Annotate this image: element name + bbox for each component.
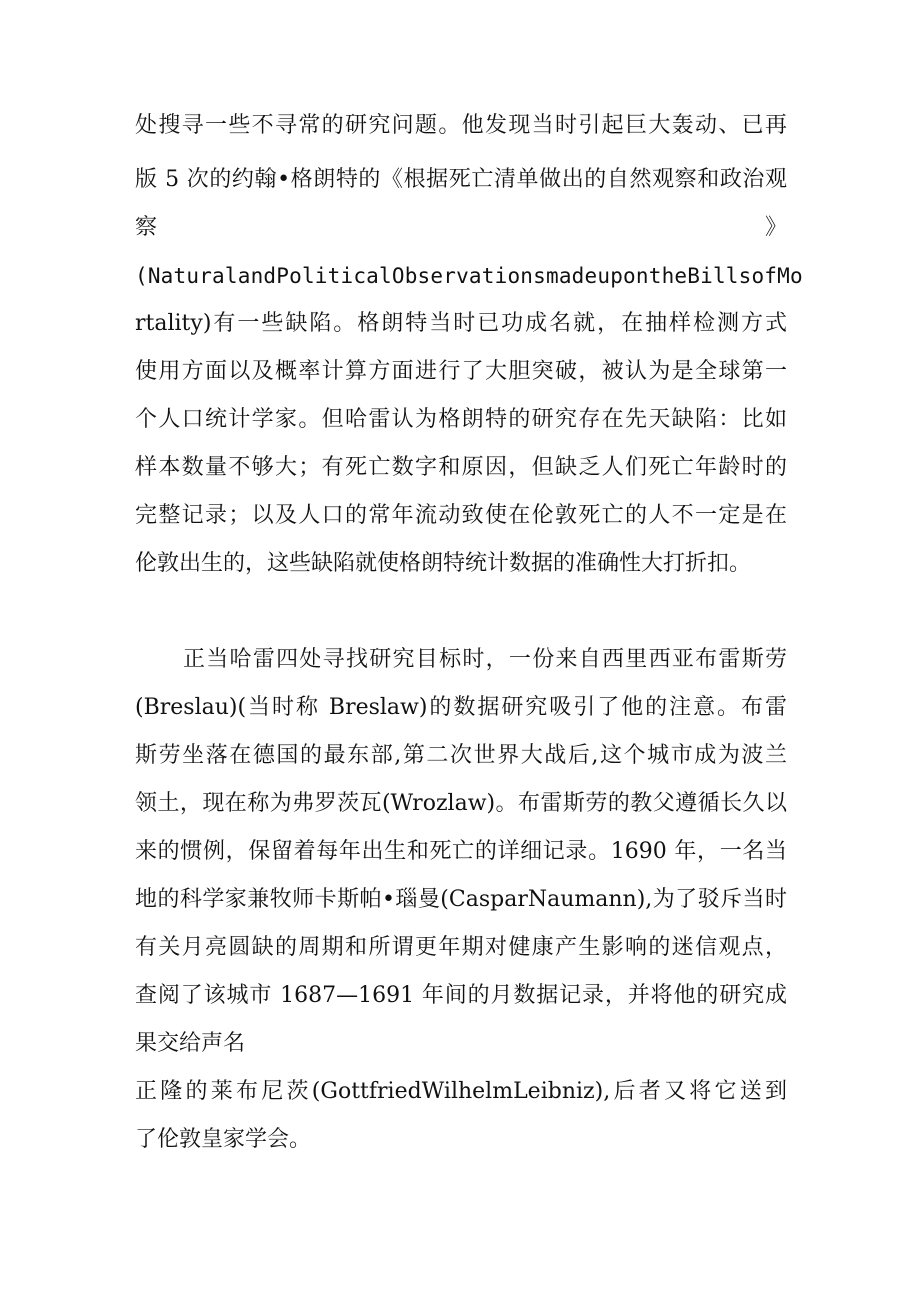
text-line: 了伦敦皇家学会。 xyxy=(135,1127,312,1152)
text-line: rtality)有一些缺陷。格朗特当时已功成名就，在抽样检测方式 xyxy=(135,311,787,336)
text-line: 完整记录；以及人口的常年流动致使在伦敦死亡的人不一定是在 xyxy=(135,503,787,528)
text-line: 使用方面以及概率计算方面进行了大胆突破，被认为是全球第一 xyxy=(135,359,787,384)
text-line: 来的惯例，保留着每年出生和死亡的详细记录。1690 年，一名当 xyxy=(135,839,787,864)
text-line: 果交给声名 xyxy=(135,1031,246,1056)
text-line: 处搜寻一些不寻常的研究问题。他发现当时引起巨大轰动、已再 xyxy=(135,113,787,138)
text-line: 地的科学家兼牧师卡斯帕•瑙曼(CasparNaumann),为了驳斥当时 xyxy=(135,887,787,912)
text-line: 伦敦出生的，这些缺陷就使格朗特统计数据的准确性大打折扣。 xyxy=(135,551,752,576)
text-line: 查阅了该城市 1687—1691 年间的月数据记录，并将他的研究成 xyxy=(135,983,787,1008)
text-line: 正当哈雷四处寻找研究目标时，一份来自西里西亚布雷斯劳 xyxy=(183,647,787,672)
text-fragment: 》 xyxy=(764,215,787,240)
text-line: 个人口统计学家。但哈雷认为格朗特的研究存在先天缺陷：比如 xyxy=(135,407,787,432)
text-line xyxy=(135,211,787,245)
text-line: 斯劳坐落在德国的最东部,第二次世界大战后,这个城市成为波兰 xyxy=(135,743,787,768)
text-line: 样本数量不够大；有死亡数字和原因，但缺乏人们死亡年龄时的 xyxy=(135,455,787,480)
text-fragment: 察 xyxy=(135,215,158,240)
text-line: 领土，现在称为弗罗茨瓦(Wrozlaw)。布雷斯劳的教父遵循长久以 xyxy=(135,791,787,816)
text-line: (Breslau)(当时称 Breslaw)的数据研究吸引了他的注意。布雷 xyxy=(135,695,787,720)
text-line: 正隆的莱布尼茨(GottfriedWilhelmLeibniz),后者又将它送到 xyxy=(135,1079,787,1104)
text-line: 有关月亮圆缺的周期和所谓更年期对健康产生影响的迷信观点， xyxy=(135,935,787,960)
text-line: (NaturalandPoliticalObservationsmadeupontheBillsofMo xyxy=(135,264,803,288)
text-line: 版 5 次的约翰•格朗特的《根据死亡清单做出的自然观察和政治观 xyxy=(135,167,787,192)
